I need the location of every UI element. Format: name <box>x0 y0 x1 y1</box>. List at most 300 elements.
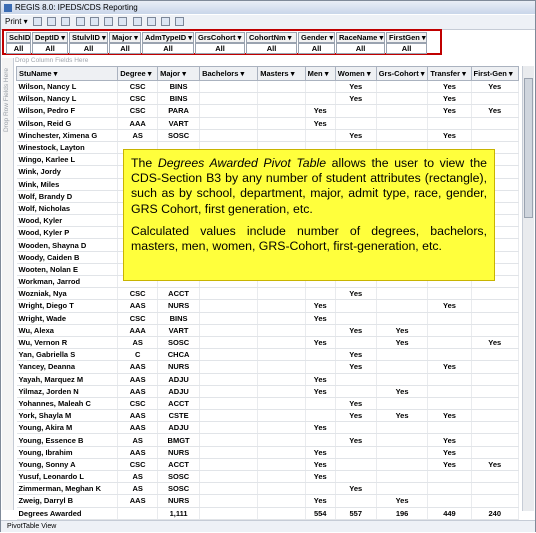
table-cell: Yes <box>335 483 376 495</box>
table-cell: VART <box>158 117 200 129</box>
filter-field-admtypeid[interactable]: AdmTypeID ▾ <box>142 32 194 43</box>
table-row[interactable] <box>17 471 519 483</box>
student-name-cell: York, Shayla M <box>17 410 118 422</box>
dropdown-arrow-icon[interactable]: ▾ <box>99 33 106 42</box>
table-cell: AS <box>118 434 158 446</box>
student-name-cell: Wolf, Nicholas <box>17 202 118 214</box>
table-cell <box>471 410 519 422</box>
table-row[interactable] <box>17 117 519 129</box>
callout-emphasis: Degrees Awarded Pivot Table <box>157 156 327 170</box>
table-cell <box>428 397 471 409</box>
table-cell: Yes <box>376 336 428 348</box>
student-name-cell: Wilson, Nancy L <box>17 93 118 105</box>
student-name-cell: Wolf, Brandy D <box>17 190 118 202</box>
table-cell: Yes <box>305 385 335 397</box>
table-cell: ACCT <box>158 288 200 300</box>
column-header-label: StuName <box>19 69 52 78</box>
student-name-cell: Young, Akira M <box>17 422 118 434</box>
table-cell: CSC <box>118 312 158 324</box>
table-cell <box>200 81 258 93</box>
table-cell: Yes <box>428 458 471 470</box>
table-cell <box>305 361 335 373</box>
table-cell: ACCT <box>158 458 200 470</box>
table-cell <box>471 471 519 483</box>
table-cell <box>376 483 428 495</box>
table-cell: Yes <box>335 434 376 446</box>
dropdown-arrow-icon[interactable]: ▾ <box>145 69 152 78</box>
options-icon[interactable] <box>147 17 156 26</box>
table-cell: AAS <box>118 422 158 434</box>
table-cell <box>335 446 376 458</box>
table-cell: Yes <box>428 105 471 117</box>
app-icon <box>4 4 12 12</box>
table-cell <box>258 117 305 129</box>
filter-field-deptid[interactable]: DeptID ▾ <box>32 32 68 43</box>
dropdown-arrow-icon[interactable]: ▾ <box>132 33 138 42</box>
table-cell <box>258 422 305 434</box>
dropdown-arrow-icon[interactable]: ▾ <box>238 69 245 78</box>
table-cell: AS <box>118 471 158 483</box>
filter-value-admtypeid[interactable]: All <box>142 43 194 54</box>
table-row[interactable] <box>17 422 519 434</box>
table-cell <box>258 349 305 361</box>
table-cell: Yes <box>335 129 376 141</box>
table-cell <box>428 495 471 507</box>
column-header-masters[interactable] <box>258 67 305 81</box>
table-row[interactable] <box>17 300 519 312</box>
filter-value-cohortnm[interactable]: All <box>246 43 297 54</box>
table-cell <box>258 105 305 117</box>
table-cell <box>258 495 305 507</box>
student-name-cell: Wooten, Nolan E <box>17 263 118 275</box>
callout-text: allows the user to view the CDS-Section B3 by any number of student attributes (rectangle), such as by school, department, major, admit type, race, gender, GRS Cohort, first generation, etc. <box>131 156 487 216</box>
table-row[interactable] <box>17 336 519 348</box>
table-cell: Yes <box>305 471 335 483</box>
table-cell: Yes <box>305 312 335 324</box>
table-cell <box>200 446 258 458</box>
table-cell: BINS <box>158 93 200 105</box>
dropdown-arrow-icon[interactable]: ▾ <box>322 69 329 78</box>
filter-field-grscohort[interactable]: GrsCohort ▾ <box>195 32 245 43</box>
table-cell <box>258 300 305 312</box>
total-cell: 557 <box>335 507 376 519</box>
table-row[interactable] <box>17 93 519 105</box>
table-cell <box>376 471 428 483</box>
table-cell <box>200 471 258 483</box>
table-cell <box>376 349 428 361</box>
table-cell <box>335 458 376 470</box>
table-cell: Yes <box>335 288 376 300</box>
filter-value-gender[interactable]: All <box>298 43 335 54</box>
table-cell: Yes <box>335 81 376 93</box>
table-cell <box>428 422 471 434</box>
column-header-label: Major <box>160 69 181 78</box>
table-cell <box>376 434 428 446</box>
table-cell <box>200 373 258 385</box>
table-cell <box>376 422 428 434</box>
table-cell <box>305 397 335 409</box>
table-cell <box>305 81 335 93</box>
table-cell <box>428 471 471 483</box>
column-header-label: Degree <box>120 69 146 78</box>
table-cell: AS <box>118 336 158 348</box>
table-cell: AAS <box>118 300 158 312</box>
table-cell <box>200 458 258 470</box>
table-cell <box>376 458 428 470</box>
filter-field-racename[interactable]: RaceName ▾ <box>336 32 385 43</box>
table-cell: CSC <box>118 81 158 93</box>
table-cell: Yes <box>428 410 471 422</box>
table-cell <box>305 288 335 300</box>
table-cell: Yes <box>428 81 471 93</box>
table-cell <box>258 373 305 385</box>
column-header-label: Bachelors <box>202 69 239 78</box>
student-name-cell: Yohannes, Maleah C <box>17 397 118 409</box>
refresh-icon[interactable] <box>47 17 56 26</box>
table-cell: Yes <box>471 458 519 470</box>
table-cell <box>335 422 376 434</box>
filter-field-gender[interactable]: Gender ▾ <box>298 32 335 43</box>
table-cell: Yes <box>376 324 428 336</box>
table-cell <box>428 312 471 324</box>
table-cell <box>428 324 471 336</box>
table-cell <box>471 397 519 409</box>
table-cell <box>200 312 258 324</box>
table-row[interactable] <box>17 446 519 458</box>
student-name-cell: Wingo, Karlee L <box>17 154 118 166</box>
table-cell <box>471 446 519 458</box>
total-cell <box>200 507 258 519</box>
student-name-cell: Wu, Vernon R <box>17 336 118 348</box>
total-cell: 554 <box>305 507 335 519</box>
table-row[interactable] <box>17 129 519 141</box>
dropdown-arrow-icon[interactable]: ▾ <box>285 33 292 42</box>
table-cell <box>428 288 471 300</box>
column-header-label: Women <box>337 69 365 78</box>
total-cell: 1,111 <box>158 507 200 519</box>
status-bar: PivotTable View <box>1 520 535 532</box>
table-cell <box>376 93 428 105</box>
table-cell: SOSC <box>158 129 200 141</box>
table-row[interactable] <box>17 397 519 409</box>
table-cell <box>471 434 519 446</box>
table-row[interactable] <box>17 81 519 93</box>
table-cell <box>335 312 376 324</box>
table-cell <box>376 105 428 117</box>
student-name-cell: Young, Essence B <box>17 434 118 446</box>
column-header-major[interactable] <box>158 67 200 81</box>
table-cell <box>335 373 376 385</box>
table-cell: Yes <box>305 373 335 385</box>
student-name-cell: Winestock, Layton <box>17 141 118 153</box>
dropdown-arrow-icon[interactable]: ▾ <box>180 69 186 78</box>
table-row[interactable] <box>17 288 519 300</box>
table-cell: ADJU <box>158 373 200 385</box>
scrollbar-thumb[interactable] <box>524 78 533 218</box>
chart-icon[interactable] <box>118 17 127 26</box>
filter-value-racename[interactable]: All <box>336 43 385 54</box>
table-cell <box>200 385 258 397</box>
table-cell <box>305 434 335 446</box>
table-cell <box>305 410 335 422</box>
table-cell <box>200 93 258 105</box>
table-cell <box>376 117 428 129</box>
table-cell: CSC <box>118 105 158 117</box>
table-cell: AAS <box>118 361 158 373</box>
callout-note <box>123 149 495 281</box>
column-header-grs-cohort[interactable] <box>376 67 428 81</box>
column-header-label: Transfer <box>430 69 461 78</box>
table-cell: NURS <box>158 300 200 312</box>
filter-value-deptid[interactable]: All <box>32 43 68 54</box>
table-cell: SOSC <box>158 336 200 348</box>
table-cell <box>200 397 258 409</box>
total-cell <box>118 507 158 519</box>
table-cell: Yes <box>376 385 428 397</box>
student-name-cell: Young, Sonny A <box>17 458 118 470</box>
table-cell: Yes <box>305 336 335 348</box>
dropdown-arrow-icon[interactable]: ▾ <box>186 33 192 42</box>
column-header-label: Masters <box>260 69 289 78</box>
layout-icon[interactable] <box>175 17 184 26</box>
column-header-label: First-Gen <box>473 69 507 78</box>
column-header-transfer[interactable] <box>428 67 471 81</box>
filter-field-stulvlid[interactable]: StulvlID ▾ <box>69 32 108 43</box>
table-cell <box>335 336 376 348</box>
callout-paragraph-2: Calculated values include number of degrees, bachelors, masters, men, women, GRS-Cohort, first-generation, etc. <box>131 223 487 254</box>
dropdown-arrow-icon[interactable]: ▾ <box>419 33 426 42</box>
table-cell: CSC <box>118 93 158 105</box>
table-cell: Yes <box>335 324 376 336</box>
table-cell <box>258 397 305 409</box>
table-cell: Yes <box>305 105 335 117</box>
column-header-stuname[interactable] <box>17 67 118 81</box>
table-cell: Yes <box>376 410 428 422</box>
table-cell: BMGT <box>158 434 200 446</box>
dropdown-arrow-icon[interactable]: ▾ <box>51 69 58 78</box>
table-cell <box>471 373 519 385</box>
dropdown-arrow-icon[interactable]: ▾ <box>377 33 384 42</box>
student-name-cell: Yilmaz, Jorden N <box>17 385 118 397</box>
table-row[interactable] <box>17 349 519 361</box>
table-cell <box>376 288 428 300</box>
table-cell <box>258 471 305 483</box>
table-cell <box>258 81 305 93</box>
table-cell: C <box>118 349 158 361</box>
column-header-label: Grs-Cohort <box>378 69 419 78</box>
table-cell: ADJU <box>158 385 200 397</box>
table-cell: AS <box>118 483 158 495</box>
student-name-cell: Wood, Kyler P <box>17 227 118 239</box>
table-cell: ACCT <box>158 397 200 409</box>
table-cell <box>471 324 519 336</box>
filter-field-cohortnm[interactable]: CohortNm ▾ <box>246 32 297 43</box>
table-cell <box>200 349 258 361</box>
table-row[interactable] <box>17 385 519 397</box>
table-cell <box>471 349 519 361</box>
table-cell <box>428 336 471 348</box>
dropdown-arrow-icon[interactable]: ▾ <box>288 69 295 78</box>
table-cell <box>258 361 305 373</box>
table-cell <box>471 93 519 105</box>
table-cell: Yes <box>428 446 471 458</box>
export-icon[interactable] <box>61 17 70 26</box>
table-cell: Yes <box>305 495 335 507</box>
table-cell: Yes <box>471 81 519 93</box>
student-name-cell: Workman, Jarrod <box>17 276 118 288</box>
table-cell: AAA <box>118 324 158 336</box>
table-cell <box>258 336 305 348</box>
table-cell <box>200 288 258 300</box>
table-row[interactable] <box>17 361 519 373</box>
table-cell <box>471 422 519 434</box>
student-name-cell: Wu, Alexa <box>17 324 118 336</box>
column-header-women[interactable] <box>335 67 376 81</box>
table-cell <box>335 105 376 117</box>
student-name-cell: Young, Ibrahim <box>17 446 118 458</box>
row-drop-zone[interactable] <box>2 58 14 510</box>
table-cell: AAS <box>118 373 158 385</box>
student-name-cell: Wilson, Nancy L <box>17 81 118 93</box>
filter-value-schid[interactable]: All <box>6 43 31 54</box>
table-cell <box>335 495 376 507</box>
table-row[interactable] <box>17 495 519 507</box>
field-list-icon[interactable] <box>104 17 113 26</box>
table-cell: Yes <box>471 105 519 117</box>
callout-text: The <box>131 156 158 170</box>
column-header-bachelors[interactable] <box>200 67 258 81</box>
column-header-men[interactable] <box>305 67 335 81</box>
table-cell: Yes <box>428 129 471 141</box>
table-cell <box>471 288 519 300</box>
table-cell <box>258 446 305 458</box>
table-cell: AAS <box>118 446 158 458</box>
column-header-row <box>17 67 519 81</box>
table-cell <box>200 483 258 495</box>
table-cell <box>471 385 519 397</box>
dropdown-arrow-icon[interactable]: ▾ <box>327 33 334 42</box>
table-cell: Yes <box>428 93 471 105</box>
table-cell: Yes <box>428 361 471 373</box>
filter-field-schid[interactable]: SchID <box>6 32 31 43</box>
sort-icon[interactable] <box>133 17 142 26</box>
filter-field-major[interactable]: Major ▾ <box>109 32 141 43</box>
table-cell: VART <box>158 324 200 336</box>
table-cell: CSTE <box>158 410 200 422</box>
filter-value-stulvlid[interactable]: All <box>69 43 108 54</box>
student-name-cell: Wilson, Reid G <box>17 117 118 129</box>
student-name-cell: Wooden, Shayna D <box>17 239 118 251</box>
table-row[interactable] <box>17 105 519 117</box>
table-cell <box>200 129 258 141</box>
table-cell: Yes <box>305 446 335 458</box>
table-cell <box>471 129 519 141</box>
drop-row-label: Drop Row Fields Here <box>3 68 10 132</box>
filter-value-grscohort[interactable]: All <box>195 43 245 54</box>
table-cell <box>200 105 258 117</box>
table-cell: NURS <box>158 361 200 373</box>
table-row[interactable] <box>17 458 519 470</box>
table-cell <box>471 495 519 507</box>
table-row[interactable] <box>17 373 519 385</box>
table-cell <box>258 483 305 495</box>
drop-column-label: Drop Column Fields Here <box>15 57 89 64</box>
table-row[interactable] <box>17 410 519 422</box>
table-cell <box>305 93 335 105</box>
table-cell <box>376 312 428 324</box>
table-row[interactable] <box>17 312 519 324</box>
table-cell <box>258 312 305 324</box>
table-cell: Yes <box>428 300 471 312</box>
table-cell <box>376 129 428 141</box>
table-cell: NURS <box>158 446 200 458</box>
filter-value-firstgen[interactable]: All <box>386 43 427 54</box>
toolbar <box>1 15 535 30</box>
help-icon[interactable] <box>90 17 99 26</box>
table-cell: ADJU <box>158 422 200 434</box>
table-row[interactable] <box>17 434 519 446</box>
print-icon[interactable] <box>33 17 42 26</box>
dropdown-arrow-icon[interactable]: ▾ <box>59 33 66 42</box>
filter-field-firstgen[interactable]: FirstGen ▾ <box>386 32 427 43</box>
table-cell <box>376 361 428 373</box>
student-name-cell: Yan, Gabriella S <box>17 349 118 361</box>
totals-row <box>17 507 519 519</box>
table-cell <box>200 300 258 312</box>
print-button[interactable]: Print ▾ <box>5 17 28 26</box>
filter-value-major[interactable]: All <box>109 43 141 54</box>
table-cell: AAS <box>118 495 158 507</box>
table-cell <box>200 336 258 348</box>
save-icon[interactable] <box>161 17 170 26</box>
student-name-cell: Wink, Miles <box>17 178 118 190</box>
table-cell <box>335 117 376 129</box>
table-cell: AAS <box>118 410 158 422</box>
filter-icon[interactable] <box>76 17 85 26</box>
filter-fields-area <box>2 29 442 55</box>
student-name-cell: Zimmerman, Meghan K <box>17 483 118 495</box>
column-header-degree[interactable] <box>118 67 158 81</box>
vertical-scrollbar[interactable] <box>522 66 534 511</box>
table-cell <box>376 373 428 385</box>
dropdown-arrow-icon[interactable]: ▾ <box>460 69 466 78</box>
table-cell <box>258 410 305 422</box>
window-title: REGIS 8.0: IPEDS/CDS Reporting <box>15 3 138 12</box>
dropdown-arrow-icon[interactable]: ▾ <box>418 69 425 78</box>
total-cell: 196 <box>376 507 428 519</box>
student-name-cell: Zweig, Darryl B <box>17 495 118 507</box>
pivot-table <box>16 66 519 520</box>
dropdown-arrow-icon[interactable]: ▾ <box>364 69 371 78</box>
dropdown-arrow-icon[interactable]: ▾ <box>235 33 242 42</box>
total-cell <box>258 507 305 519</box>
table-cell: Yes <box>335 349 376 361</box>
table-cell: AS <box>118 129 158 141</box>
table-cell: Yes <box>335 397 376 409</box>
table-cell <box>200 495 258 507</box>
table-cell <box>428 117 471 129</box>
table-cell: Yes <box>305 422 335 434</box>
table-row[interactable] <box>17 324 519 336</box>
student-name-cell: Wozniak, Nya <box>17 288 118 300</box>
table-cell: BINS <box>158 312 200 324</box>
table-cell: CSC <box>118 458 158 470</box>
column-header-first-gen[interactable] <box>471 67 519 81</box>
table-cell: CSC <box>118 288 158 300</box>
table-cell <box>376 81 428 93</box>
dropdown-arrow-icon[interactable]: ▾ <box>506 69 513 78</box>
table-row[interactable] <box>17 483 519 495</box>
